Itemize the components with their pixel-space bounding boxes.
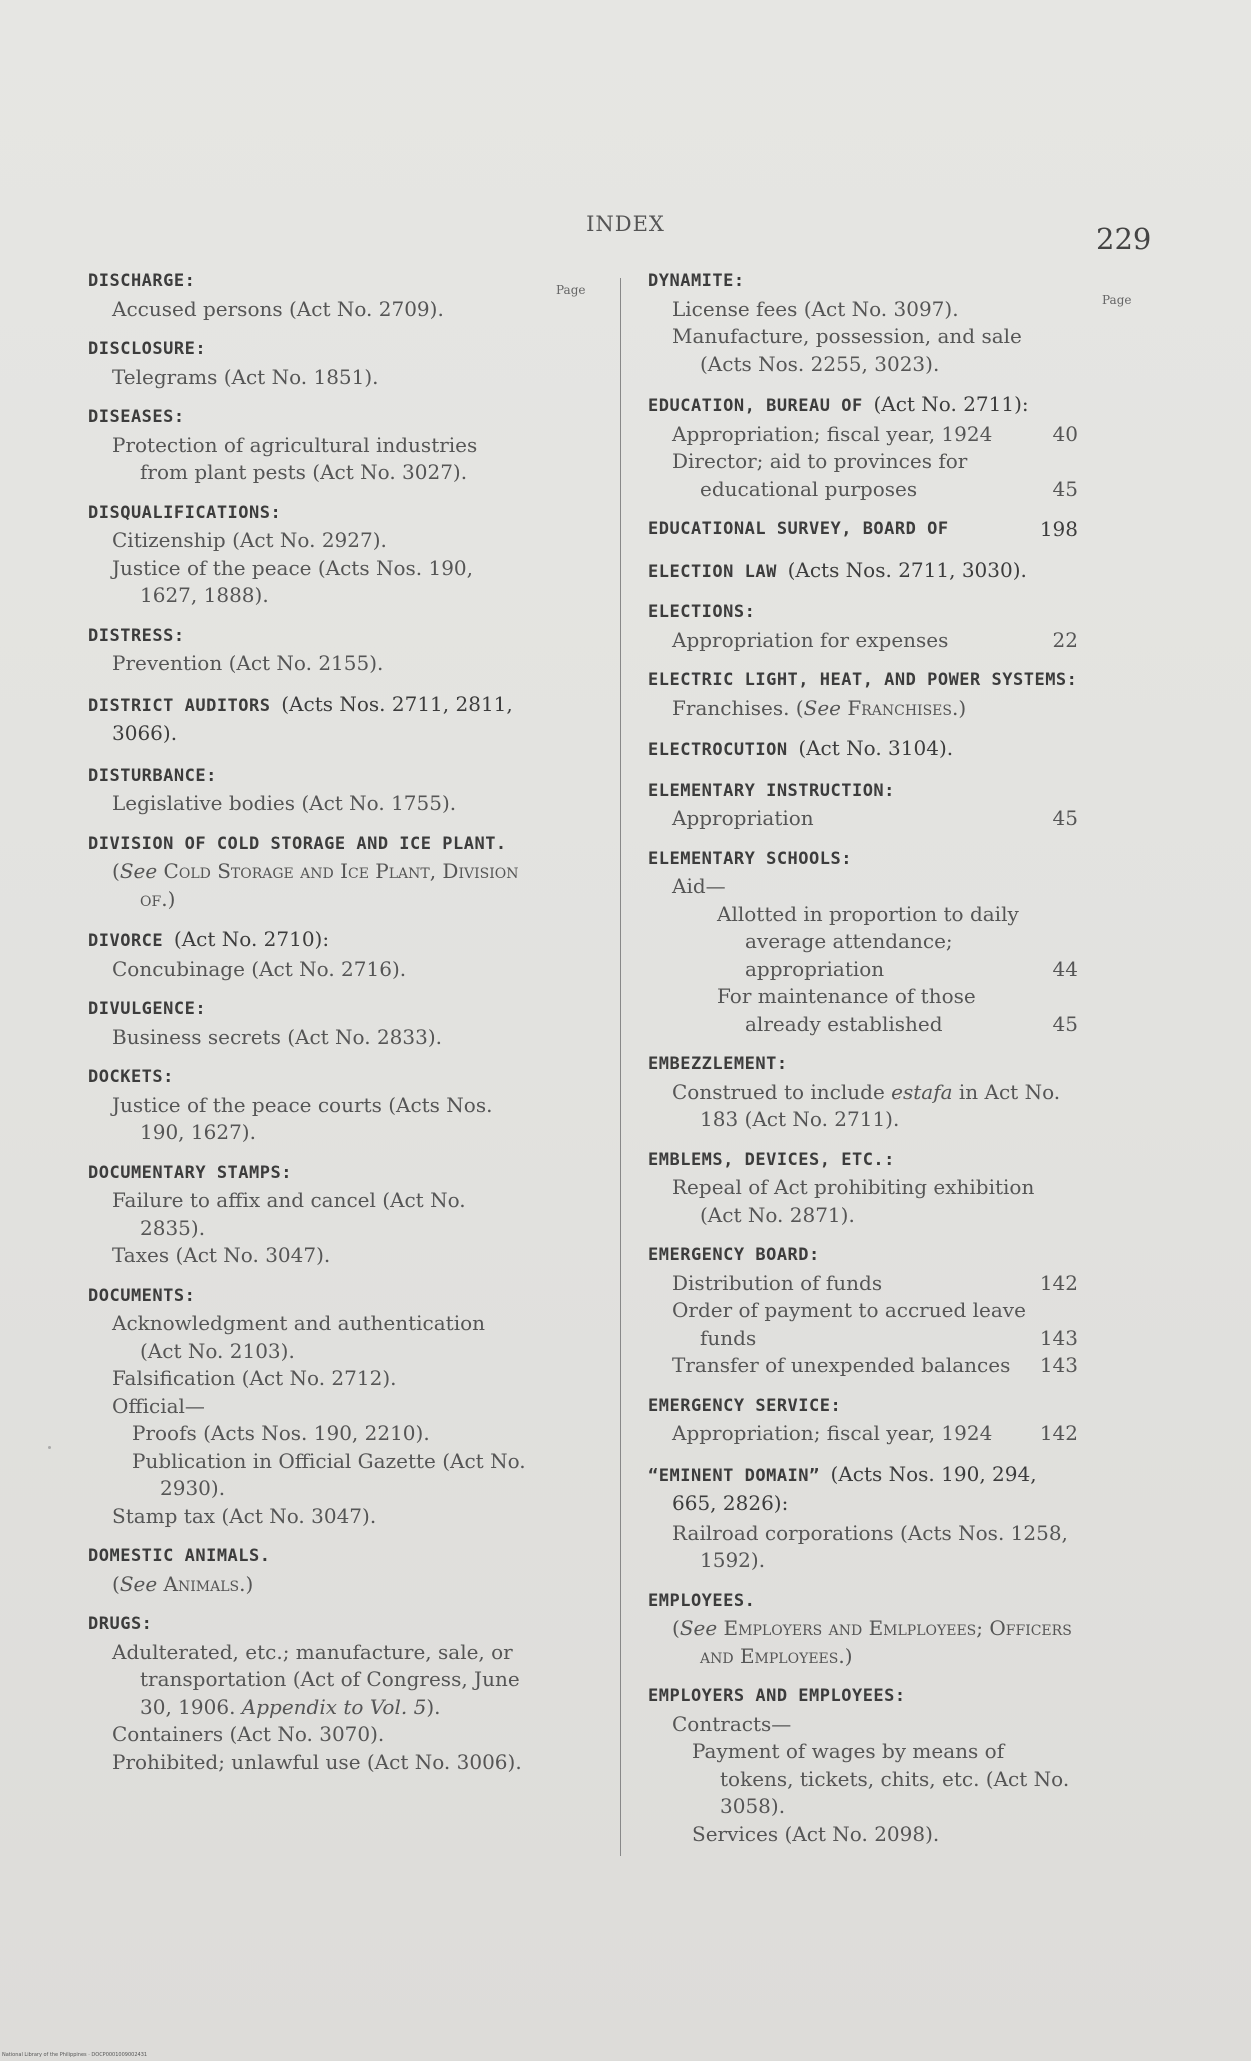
entry-subentry: Justice of the peace (Acts Nos. 190, 1627, 1888).: [112, 555, 474, 607]
see-label: See: [119, 859, 158, 883]
index-entry: [648, 1393, 1078, 1448]
index-entry: [88, 1543, 528, 1598]
see-reference: (See Cold Storage and Ice Plant, Division of.): [112, 859, 519, 911]
entry-subentry: [648, 1420, 1078, 1448]
entry-heading: DOMESTIC ANIMALS.: [88, 1546, 271, 1566]
see-target: Animals.: [163, 1571, 246, 1596]
entry-subentry: Taxes (Act No. 3047).: [112, 1243, 331, 1267]
heading-reference: (Act No. 2711):: [873, 392, 1029, 416]
scan-footer: National Library of the Philippines · DOCP0001009002431: [2, 2052, 148, 2058]
entry-heading: DIVISION OF COLD STORAGE AND ICE PLANT.: [88, 833, 507, 854]
entry-subentry: Falsification (Act No. 2712).: [112, 1366, 397, 1390]
index-entry: [648, 735, 1078, 765]
entry-subentry: Accused persons (Act No. 2709).: [112, 296, 444, 321]
entry-heading: DRUGS:: [88, 1614, 153, 1634]
entry-heading: ELEMENTARY SCHOOLS:: [648, 848, 852, 869]
index-entry: [88, 500, 528, 610]
entry-subentry: [648, 805, 1078, 833]
index-entry: [88, 763, 528, 818]
subentry-text: Allotted in proportion to daily average attendance; appropriation: [717, 901, 1019, 981]
subentry-text: Distribution of funds: [672, 1270, 883, 1295]
entry-heading: DYNAMITE:: [648, 271, 745, 291]
index-entry: [88, 831, 528, 914]
subentry-term: estafa: [891, 1079, 953, 1104]
left-page-column-label: Page: [556, 283, 586, 297]
entry-subsubentry: [648, 983, 1078, 1038]
entry-heading: DISCLOSURE:: [88, 339, 207, 359]
see-label: See: [679, 1616, 718, 1640]
subentry-text: Appropriation for expenses: [672, 627, 949, 652]
heading-reference: (Act No. 3104).: [798, 736, 954, 760]
entry-subentry: Legislative bodies (Act No. 1755).: [112, 791, 457, 815]
heading-term: ELECTROCUTION: [648, 740, 788, 760]
entry-heading: DISTRESS:: [88, 625, 185, 646]
page-ref: 143: [1039, 1325, 1078, 1350]
index-column-right: [648, 268, 1078, 1861]
entry-subentry: Prevention (Act No. 2155).: [112, 651, 384, 675]
see-reference: (See Animals.): [112, 1571, 254, 1596]
index-entry: [648, 557, 1078, 587]
entry-heading: [648, 557, 1078, 587]
index-column-left: [88, 268, 528, 1789]
subentry-text: Construed to include: [672, 1079, 885, 1104]
entry-subentry: [648, 448, 1078, 503]
page-ref: 22: [1052, 627, 1078, 652]
entry-subentry: [88, 1639, 528, 1722]
heading-term: DIVORCE: [88, 931, 164, 951]
subentry-text: Director; aid to provinces for educational purposes: [672, 449, 968, 501]
page-ref: 142: [1039, 1421, 1078, 1445]
right-page-column-label: Page: [1102, 293, 1132, 307]
heading-term: EDUCATIONAL SURVEY, BOARD OF: [648, 519, 949, 539]
entry-heading: DISTURBANCE:: [88, 765, 217, 786]
entry-subentry: [648, 1297, 1078, 1352]
subentry-text: Order of payment to accrued leave funds: [672, 1298, 1026, 1350]
page-ref: 45: [1052, 476, 1078, 501]
index-entry: [88, 1283, 528, 1531]
entry-heading: EMPLOYERS AND EMPLOYEES:: [648, 1686, 906, 1706]
page-ref: 45: [1052, 1011, 1078, 1036]
entry-subentry: Protection of agricultural industries from plant pests (Act No. 3027).: [112, 432, 478, 484]
entry-heading: [88, 691, 528, 750]
heading-reference: (Acts Nos. 2711, 3030).: [787, 557, 1027, 582]
entry-subentry: [648, 627, 1078, 655]
entry-subentry: Repeal of Act prohibiting exhibition (Act No. 2871).: [672, 1175, 1035, 1227]
entry-subentry: [648, 1352, 1078, 1380]
index-entry: [88, 996, 528, 1051]
index-entry: [648, 1461, 1078, 1575]
entry-subentry: Contracts—: [672, 1711, 792, 1736]
entry-subentry: Containers (Act No. 3070).: [112, 1722, 385, 1746]
see-target: Cold Storage and Ice Plant, Division of.: [140, 859, 519, 911]
scan-speck: [48, 1446, 51, 1449]
index-entry: [648, 268, 1078, 378]
entry-heading: DIVULGENCE:: [88, 999, 207, 1019]
subentry-text: Franchises.: [672, 695, 790, 720]
index-entry: [648, 778, 1078, 833]
subentry-text: in Act No. 183 (Act No. 2711).: [700, 1079, 1061, 1131]
index-entry: [88, 336, 528, 391]
page-ref: 143: [1039, 1353, 1078, 1377]
index-entry: [648, 1242, 1078, 1380]
entry-subentry: Business secrets (Act No. 2833).: [112, 1024, 442, 1049]
index-entry: [88, 268, 528, 323]
index-entry: [88, 404, 528, 487]
entry-subentry: Manufacture, possession, and sale (Acts Nos. 2255, 3023).: [672, 324, 1022, 376]
entry-subentry: Aid—: [672, 874, 726, 898]
entry-heading: [648, 391, 1078, 421]
subentry-tail: ).: [426, 1694, 441, 1719]
index-entry: [648, 599, 1078, 654]
entry-subsubentry: Publication in Official Gazette (Act No. 2930).: [132, 1448, 526, 1500]
entry-subentry: [648, 421, 1078, 449]
entry-subentry: [648, 1079, 1078, 1134]
entry-subentry: License fees (Act No. 3097).: [672, 296, 959, 321]
index-entry: [648, 1683, 1078, 1848]
page-ref: 142: [1039, 1270, 1078, 1295]
entry-heading: ELECTRIC LIGHT, HEAT, AND POWER SYSTEMS:: [648, 670, 1078, 690]
entry-subsubentry: [648, 901, 1078, 984]
entry-subsubentry: Proofs (Acts Nos. 190, 2210).: [132, 1421, 430, 1445]
subentry-text: Appropriation: [672, 806, 814, 830]
index-entry: [88, 623, 528, 678]
entry-heading: EMPLOYEES.: [648, 1590, 756, 1611]
entry-subentry: Official—: [112, 1393, 205, 1418]
entry-heading: DOCUMENTARY STAMPS:: [88, 1162, 292, 1183]
index-entry: [648, 667, 1078, 722]
entry-subentry: Franchises. (See Franchises.): [672, 695, 967, 720]
subentry-text: For maintenance of those already established: [717, 984, 976, 1036]
entry-heading: EMBLEMS, DEVICES, ETC.:: [648, 1149, 895, 1170]
entry-heading: DISQUALIFICATIONS:: [88, 502, 282, 523]
page-ref: 40: [1052, 421, 1078, 446]
entry-heading: DOCUMENTS:: [88, 1285, 196, 1306]
entry-heading: EMBEZZLEMENT:: [648, 1054, 788, 1074]
entry-heading: ELEMENTARY INSTRUCTION:: [648, 780, 895, 801]
index-entry: [648, 846, 1078, 1039]
running-head: INDEX: [586, 212, 665, 236]
entry-heading: EMERGENCY SERVICE:: [648, 1395, 842, 1416]
heading-term: “EMINENT DOMAIN”: [648, 1465, 820, 1486]
entry-heading: DISCHARGE:: [88, 271, 196, 291]
page-ref: 45: [1052, 806, 1078, 830]
entry-heading: DISEASES:: [88, 407, 185, 427]
entry-heading: [88, 926, 528, 956]
entry-subentry: Concubinage (Act No. 2716).: [112, 956, 407, 981]
appendix-reference: Appendix to Vol. 5: [241, 1694, 427, 1719]
heading-reference: (Act No. 2710):: [173, 927, 330, 951]
see-label: See: [119, 1571, 158, 1596]
entry-heading: EMERGENCY BOARD:: [648, 1245, 820, 1265]
entry-subentry: Acknowledgment and authentication (Act No. 2103).: [112, 1311, 486, 1363]
index-entry: [648, 1051, 1078, 1134]
heading-term: ELECTION LAW: [648, 561, 777, 582]
index-entry: [88, 926, 528, 983]
index-entry: [88, 691, 528, 750]
entry-heading: [648, 516, 1078, 544]
entry-subentry: Stamp tax (Act No. 3047).: [112, 1503, 377, 1528]
heading-term: DISTRICT AUDITORS: [88, 695, 271, 716]
heading-term: EDUCATION, BUREAU OF: [648, 396, 863, 416]
see-target: Franchises.: [847, 695, 959, 720]
index-entry: [88, 1064, 528, 1147]
index-entry: [648, 1147, 1078, 1230]
index-entry: [648, 391, 1078, 503]
see-label: See: [803, 695, 841, 720]
heading-reference: (Acts Nos. 2711, 2811, 3066).: [112, 691, 513, 745]
entry-subentry: Justice of the peace courts (Acts Nos. 190, 1627).: [112, 1092, 493, 1144]
column-divider: [620, 278, 621, 1856]
entry-subentry: Citizenship (Act No. 2927).: [112, 528, 387, 552]
entry-subentry: Prohibited; unlawful use (Act No. 3006).: [112, 1749, 522, 1774]
entry-subentry: [648, 1270, 1078, 1298]
entry-subentry: Failure to affix and cancel (Act No. 2835).: [112, 1188, 466, 1240]
subentry-text: Adulterated, etc.; manufacture, sale, or transportation (Act of Congress, June 30, 1906.: [112, 1639, 520, 1719]
index-entry: [648, 516, 1078, 544]
entry-heading: ELECTIONS:: [648, 602, 756, 622]
index-entry: [88, 1611, 528, 1776]
page-ref: 44: [1052, 956, 1078, 981]
page-ref: 198: [1039, 517, 1078, 541]
subentry-text: Appropriation; fiscal year, 1924: [672, 1421, 993, 1445]
entry-subentry: Railroad corporations (Acts Nos. 1258, 1592).: [672, 1520, 1068, 1572]
entry-heading: DOCKETS:: [88, 1067, 174, 1087]
index-entry: [648, 1588, 1078, 1671]
page-number: 229: [1096, 222, 1152, 256]
index-entry: [88, 1160, 528, 1270]
subentry-text: Appropriation; fiscal year, 1924: [672, 421, 993, 446]
see-target: Employers and Emlployees; Officers and Employees.: [700, 1616, 1072, 1668]
entry-subentry: Telegrams (Act No. 1851).: [112, 364, 379, 389]
entry-heading: [648, 1461, 1078, 1520]
heading-reference: (Acts Nos. 190, 294, 665, 2826):: [672, 1461, 1037, 1515]
entry-heading: [648, 735, 1078, 765]
entry-subsubentry: Payment of wages by means of tokens, tickets, chits, etc. (Act No. 3058).: [692, 1739, 1070, 1818]
subentry-text: Transfer of unexpended balances: [672, 1353, 1011, 1377]
entry-subsubentry: Services (Act No. 2098).: [692, 1821, 940, 1846]
see-reference: (See Employers and Emlployees; Officers and Employees.): [672, 1616, 1072, 1668]
